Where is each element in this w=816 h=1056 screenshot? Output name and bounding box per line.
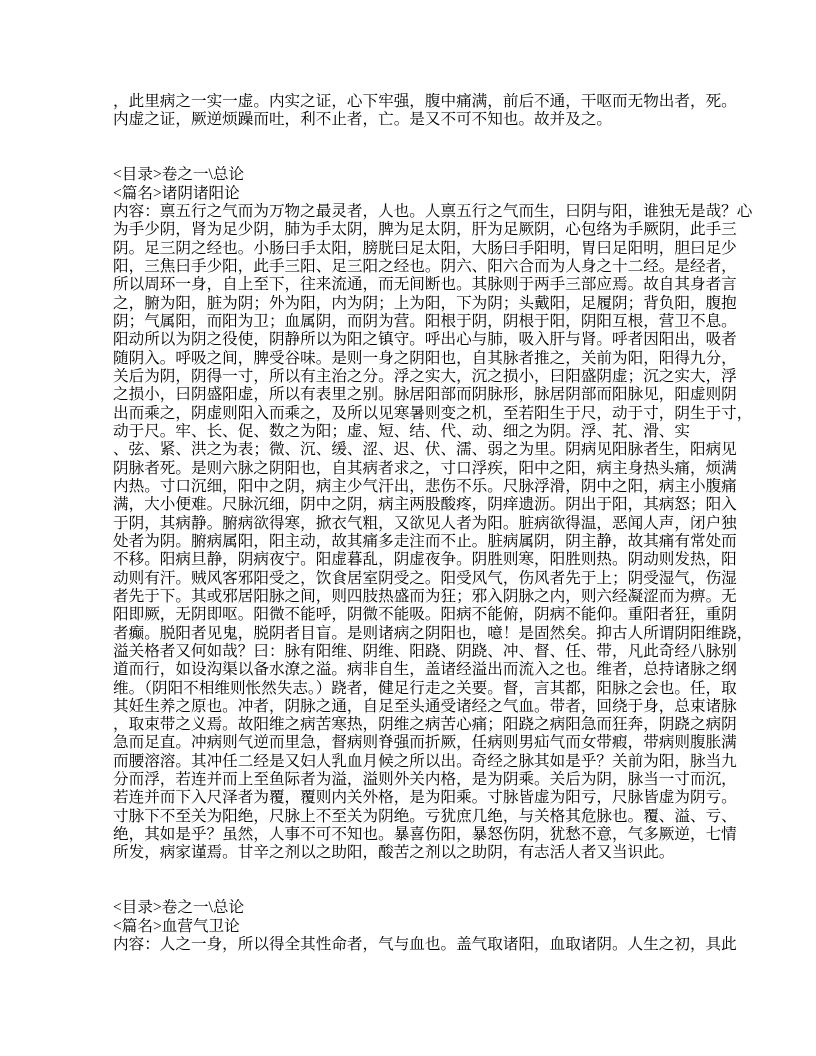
content-line: 维。（阴阳不相维则怅然失志。）跷者，健足行走之关要。督，言其都，阳脉之会也。任，取 — [113, 679, 737, 697]
content-line: ，取束带之义焉。故阳维之病苦寒热，阴维之病苦心痛；阳跷之病阳急而狂奔，阴跷之病阴 — [113, 716, 737, 734]
content-line: 绝，其如是乎？虽然，人事不可不知也。暴喜伤阳，暴怒伤阴，犹愁不意，气多厥逆，七情 — [113, 826, 737, 844]
content-line: 所以周环一身，自上至下，往来流通，而无间断也。其脉则于两手三部应焉。故自其身者言 — [113, 276, 737, 294]
document-text — [113, 93, 756, 954]
content-line: 寸脉下不至关为阳绝，尺脉上不至关为阴绝。亏犹庶几绝，与关格其危脉也。覆、溢、亏、 — [113, 807, 737, 825]
content-line: 阳，三焦曰手少阳，此手三阳、足三阳之经也。阴六、阳六合而为人身之十二经。是经者， — [113, 257, 737, 275]
content-line: 处者为阴。腑病属阳，阳主动，故其痛多走注而不止。脏病属阴，阴主静，故其痛有常处而 — [113, 532, 737, 550]
content-line: 为手少阴，肾为足少阴，肺为手太阴，脾为足太阴，肝为足厥阴，心包络为手厥阴，此手三 — [113, 221, 737, 239]
content-line: 阴脉者死。是则六脉之阴阳也，自其病者求之，寸口浮疾，阳中之阳，病主身热头痛，烦满 — [113, 459, 737, 477]
section-title-line: <篇名>血营气卫论 — [113, 917, 240, 935]
content-line: 而腰溶溶。其冲任二经是又妇人乳血月候之所以出。奇经之脉其如是乎？关前为阳，脉当九 — [113, 752, 737, 770]
content-line: 所发，病家谨焉。甘辛之剂以之助阳，酸苦之剂以之助阴，有志活人者又当识此。 — [113, 844, 675, 862]
content-line: ，此里病之一实一虚。内实之证，心下牢强，腹中痛满，前后不通，干呕而无物出者，死。 — [113, 93, 737, 110]
content-line: 溢关格者又何如哉？曰：脉有阳维、阴维、阳跷、阴跷、冲、督、任、带，凡此奇经八脉别 — [113, 642, 737, 660]
content-line: 出而乘之，阴虚则阳入而乘之，及所以见寒暑则变之机，至若阳生于尺，动于寸，阴生于寸， — [113, 404, 753, 422]
section-toc-line: <目录>卷之一\总论 — [113, 166, 245, 184]
blank-gap — [113, 863, 756, 900]
content-line: 满，大小便难。尺脉沉细，阴中之阴，病主两股酸疼，阴痒遗沥。阴出于阳，其病怒；阳入 — [113, 496, 737, 514]
content-line: 阳即厥，无阴即呕。阳微不能呼，阴微不能吸。阳病不能俯，阴病不能仰。重阳者狂，重阴 — [113, 606, 737, 624]
content-line: 动则有汗。贼风客邪阳受之，饮食居室阴受之。阳受风气，伤风者先于上；阴受湿气，伤湿 — [113, 569, 737, 587]
content-line: 阴；气属阳，而阳为卫；血属阴，而阴为营。阳根于阴，阴根于阳，阴阳互根，营卫不息。 — [113, 312, 737, 330]
content-line: 不移。阳病旦静，阴病夜宁。阳虚暮乱，阴虚夜争。阴胜则寒，阳胜则热。阴动则发热，阳 — [113, 551, 737, 569]
content-line: 随阴入。呼吸之间，脾受谷味。是则一身之阴阳也，自其脉者推之，关前为阳，阳得九分， — [113, 349, 737, 367]
content-line: 、弦、紧、洪之为表；微、沉、缓、涩、迟、伏、濡、弱之为里。阴病见阳脉者生，阳病见 — [113, 441, 737, 459]
content-line: 阳动所以为阴之役使，阴静所以为阳之镇守。呼出心与肺，吸入肝与肾。呼者因阳出，吸者 — [113, 331, 737, 349]
content-line: 动于尺。牢、长、促、数之为阳；虚、短、结、代、动、细之为阴。浮、芤、滑、实 — [113, 422, 690, 440]
content-line: 之，腑为阳，脏为阴；外为阳，内为阴；上为阳，下为阴；头戴阳，足履阴；背负阳，腹抱 — [113, 294, 737, 312]
blank-gap — [113, 130, 756, 167]
content-line: 急而足直。冲病则气逆而里急，督病则脊强而折厥，任病则男疝气而女带瘕，带病则腹胀满 — [113, 734, 737, 752]
content-line: 分而浮，若连并而上至鱼际者为溢，溢则外关内格，是为阴乘。关后为阴，脉当一寸而沉， — [113, 771, 737, 789]
content-line: 者癫。脱阳者见鬼，脱阴者目盲。是则诸病之阴阳也，噫！是固然矣。抑古人所谓阴阳维跷， — [113, 624, 753, 642]
content-line: 内容：人之一身，所以得全其性命者，气与血也。盖气取诸阳，血取诸阴。人生之初，具此 — [113, 936, 737, 954]
content-line: 内容：禀五行之气而为万物之最灵者，人也。人禀五行之气而生，曰阴与阳，谁独无是哉？心 — [113, 202, 753, 220]
content-line: 之损小，曰阴盛阳虚，所以有表里之别。脉居阳部而阴脉形，脉居阴部而阳脉见，阳虚则阴 — [113, 386, 737, 404]
section-toc-line: <目录>卷之一\总论 — [113, 899, 245, 917]
content-line: 关后为阴，阴得一寸，所以有主治之分。浮之实大，沉之损小，曰阳盛阴虚；沉之实大，浮 — [113, 367, 737, 385]
content-line: 若连并而下入尺泽者为覆，覆则内关外格，是为阳乘。寸脉皆虚为阳亏，尺脉皆虚为阴亏。 — [113, 789, 737, 807]
content-line: 阴。足三阴之经也。小肠曰手太阳，膀胱曰足太阳，大肠曰手阳明，胃曰足阳明，胆曰足少 — [113, 239, 737, 257]
section-title-line: <篇名>诸阴诸阳论 — [113, 184, 240, 202]
content-line: 于阴，其病静。腑病欲得寒，掀衣气粗，又欲见人者为阳。脏病欲得温，恶闻人声，闭户独 — [113, 514, 737, 532]
content-line: 内热。寸口沉细，阳中之阴，病主少气汗出，悲伤不乐。尺脉浮滑，阴中之阳，病主小腹痛 — [113, 477, 737, 495]
content-line: 内虚之证，厥逆烦躁而吐，利不止者，亡。是又不可不知也。故并及之。 — [113, 111, 613, 129]
content-line: 者先于下。其或邪居阳脉之间，则四肢热盛而为狂；邪入阴脉之内，则六经凝涩而为痹。无 — [113, 587, 737, 605]
content-line: 道而行，如设沟渠以备水潦之溢。病非自生，盖诸经溢出而流入之也。维者，总持诸脉之纲 — [113, 661, 737, 679]
content-line: 其妊生养之原也。冲者，阴脉之通，自足至头通受诸经之气血。带者，回绕于身，总束诸脉 — [113, 697, 737, 715]
